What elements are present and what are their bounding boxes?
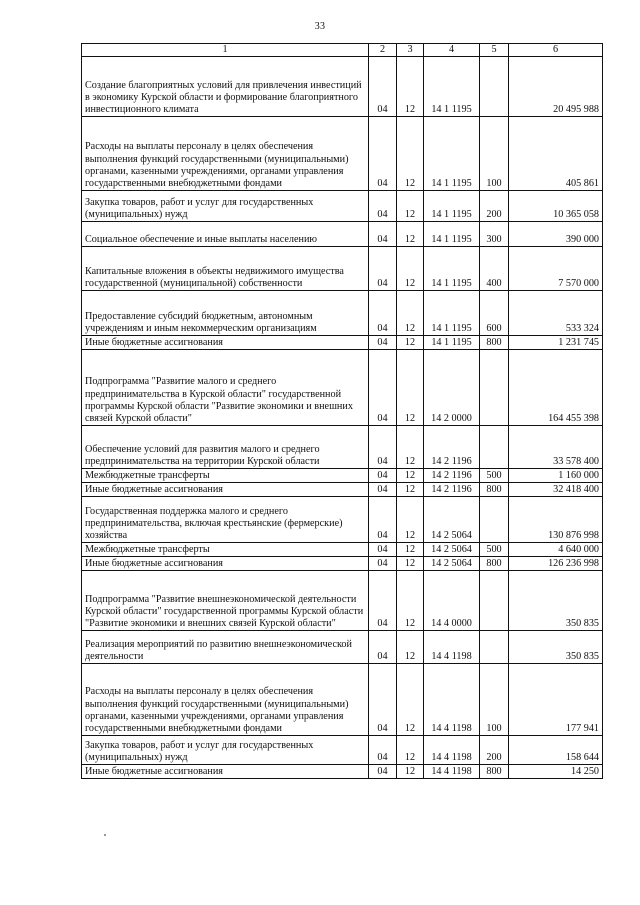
row-expense-type-code: 200 — [480, 191, 509, 222]
column-header-6: 6 — [509, 44, 603, 57]
row-description: Иные бюджетные ассигнования — [82, 336, 369, 350]
row-target-article-code: 14 1 1195 — [424, 247, 480, 291]
row-subsection-code: 12 — [397, 291, 424, 336]
row-section-code: 04 — [369, 557, 397, 571]
row-subsection-code: 12 — [397, 191, 424, 222]
row-amount: 33 578 400 — [509, 426, 603, 469]
row-amount: 1 160 000 — [509, 469, 603, 483]
row-section-code: 04 — [369, 765, 397, 779]
row-subsection-code: 12 — [397, 664, 424, 736]
row-target-article-code: 14 1 1195 — [424, 191, 480, 222]
row-target-article-code: 14 4 1198 — [424, 765, 480, 779]
row-amount: 164 455 398 — [509, 350, 603, 426]
row-expense-type-code: 500 — [480, 543, 509, 557]
row-subsection-code: 12 — [397, 736, 424, 765]
row-description: Межбюджетные трансферты — [82, 469, 369, 483]
table-row — [82, 222, 603, 247]
row-target-article-code: 14 4 1198 — [424, 631, 480, 664]
row-subsection-code: 12 — [397, 222, 424, 247]
row-amount: 32 418 400 — [509, 483, 603, 497]
column-header-1: 1 — [82, 44, 369, 57]
row-amount: 405 861 — [509, 117, 603, 191]
row-section-code: 04 — [369, 336, 397, 350]
row-section-code: 04 — [369, 664, 397, 736]
row-target-article-code: 14 4 1198 — [424, 736, 480, 765]
table-row — [82, 57, 603, 117]
row-amount: 7 570 000 — [509, 247, 603, 291]
row-target-article-code: 14 1 1195 — [424, 291, 480, 336]
row-section-code: 04 — [369, 571, 397, 631]
row-section-code: 04 — [369, 57, 397, 117]
table-row — [82, 543, 603, 557]
row-amount: 158 644 — [509, 736, 603, 765]
row-amount: 14 250 — [509, 765, 603, 779]
row-section-code: 04 — [369, 631, 397, 664]
row-amount: 20 495 988 — [509, 57, 603, 117]
row-subsection-code: 12 — [397, 497, 424, 543]
row-description: Расходы на выплаты персоналу в целях обеспечения выполнения функций государственными (муниципальными) органами, казенными учреждениями, органами управления государственными внебюджетными фондами — [82, 117, 369, 191]
row-subsection-code: 12 — [397, 57, 424, 117]
row-target-article-code: 14 2 1196 — [424, 426, 480, 469]
table-row — [82, 291, 603, 336]
table-row — [82, 664, 603, 736]
row-amount: 350 835 — [509, 631, 603, 664]
row-expense-type-code: 200 — [480, 736, 509, 765]
row-subsection-code: 12 — [397, 426, 424, 469]
column-header-4: 4 — [424, 44, 480, 57]
row-amount: 350 835 — [509, 571, 603, 631]
row-description: Расходы на выплаты персоналу в целях обеспечения выполнения функций государственными (муниципальными) органами, казенными учреждениями, органами управления государственными внебюджетными фондами — [82, 664, 369, 736]
row-target-article-code: 14 1 1195 — [424, 117, 480, 191]
table-row — [82, 247, 603, 291]
row-subsection-code: 12 — [397, 483, 424, 497]
row-amount: 533 324 — [509, 291, 603, 336]
table-row — [82, 497, 603, 543]
row-target-article-code: 14 1 1195 — [424, 57, 480, 117]
row-section-code: 04 — [369, 291, 397, 336]
column-header-5: 5 — [480, 44, 509, 57]
row-target-article-code: 14 1 1195 — [424, 336, 480, 350]
row-amount: 126 236 998 — [509, 557, 603, 571]
row-subsection-code: 12 — [397, 557, 424, 571]
row-expense-type-code: 800 — [480, 483, 509, 497]
row-description: Закупка товаров, работ и услуг для государственных (муниципальных) нужд — [82, 191, 369, 222]
row-amount: 1 231 745 — [509, 336, 603, 350]
row-expense-type-code: 800 — [480, 557, 509, 571]
row-description: Подпрограмма "Развитие внешнеэкономической деятельности Курской области" государственной программы Курской области "Развитие экономики и внешних связей Курской области" — [82, 571, 369, 631]
table-row — [82, 350, 603, 426]
row-subsection-code: 12 — [397, 543, 424, 557]
row-subsection-code: 12 — [397, 571, 424, 631]
row-expense-type-code: 800 — [480, 765, 509, 779]
row-description: Реализация мероприятий по развитию внешнеэкономической деятельности — [82, 631, 369, 664]
row-amount: 390 000 — [509, 222, 603, 247]
row-expense-type-code — [480, 497, 509, 543]
row-description: Иные бюджетные ассигнования — [82, 765, 369, 779]
row-expense-type-code: 800 — [480, 336, 509, 350]
budget-table-body — [82, 44, 603, 779]
row-section-code: 04 — [369, 247, 397, 291]
row-target-article-code: 14 2 1196 — [424, 469, 480, 483]
table-row — [82, 483, 603, 497]
column-header-2: 2 — [369, 44, 397, 57]
row-description: Обеспечение условий для развития малого и среднего предпринимательства на территории Курской области — [82, 426, 369, 469]
row-expense-type-code — [480, 57, 509, 117]
table-row — [82, 336, 603, 350]
row-expense-type-code: 300 — [480, 222, 509, 247]
row-amount: 4 640 000 — [509, 543, 603, 557]
row-section-code: 04 — [369, 350, 397, 426]
row-target-article-code: 14 1 1195 — [424, 222, 480, 247]
table-row — [82, 191, 603, 222]
row-expense-type-code: 600 — [480, 291, 509, 336]
row-description: Закупка товаров, работ и услуг для государственных (муниципальных) нужд — [82, 736, 369, 765]
row-description: Государственная поддержка малого и среднего предпринимательства, включая крестьянские (фермерские) хозяйства — [82, 497, 369, 543]
table-row — [82, 765, 603, 779]
row-description: Создание благоприятных условий для привлечения инвестиций в экономику Курской области и формирование благоприятного инвестиционного климата — [82, 57, 369, 117]
row-amount: 10 365 058 — [509, 191, 603, 222]
table-row — [82, 736, 603, 765]
scan-speck — [104, 834, 106, 836]
row-section-code: 04 — [369, 543, 397, 557]
row-target-article-code: 14 2 5064 — [424, 543, 480, 557]
row-description: Подпрограмма "Развитие малого и среднего предпринимательства в Курской области" государственной программы Курской области "Развитие экономики и внешних связей Курской области" — [82, 350, 369, 426]
row-subsection-code: 12 — [397, 117, 424, 191]
table-row — [82, 557, 603, 571]
table-row — [82, 469, 603, 483]
row-expense-type-code — [480, 350, 509, 426]
row-section-code: 04 — [369, 469, 397, 483]
row-expense-type-code: 400 — [480, 247, 509, 291]
row-target-article-code: 14 2 5064 — [424, 497, 480, 543]
row-section-code: 04 — [369, 222, 397, 247]
row-expense-type-code: 100 — [480, 664, 509, 736]
row-target-article-code: 14 4 0000 — [424, 571, 480, 631]
row-section-code: 04 — [369, 117, 397, 191]
row-expense-type-code: 500 — [480, 469, 509, 483]
table-row — [82, 571, 603, 631]
row-description: Социальное обеспечение и иные выплаты населению — [82, 222, 369, 247]
row-section-code: 04 — [369, 191, 397, 222]
row-amount: 177 941 — [509, 664, 603, 736]
row-subsection-code: 12 — [397, 469, 424, 483]
row-description: Капитальные вложения в объекты недвижимого имущества государственной (муниципальной) собственности — [82, 247, 369, 291]
row-section-code: 04 — [369, 483, 397, 497]
row-description: Иные бюджетные ассигнования — [82, 557, 369, 571]
row-subsection-code: 12 — [397, 765, 424, 779]
row-section-code: 04 — [369, 426, 397, 469]
row-description: Иные бюджетные ассигнования — [82, 483, 369, 497]
row-expense-type-code — [480, 426, 509, 469]
row-section-code: 04 — [369, 736, 397, 765]
row-target-article-code: 14 2 1196 — [424, 483, 480, 497]
table-row — [82, 426, 603, 469]
table-row — [82, 117, 603, 191]
row-description: Межбюджетные трансферты — [82, 543, 369, 557]
column-number-header-row — [82, 44, 603, 57]
row-subsection-code: 12 — [397, 247, 424, 291]
column-header-3: 3 — [397, 44, 424, 57]
row-target-article-code: 14 2 0000 — [424, 350, 480, 426]
row-subsection-code: 12 — [397, 631, 424, 664]
row-subsection-code: 12 — [397, 336, 424, 350]
table-row — [82, 631, 603, 664]
row-target-article-code: 14 2 5064 — [424, 557, 480, 571]
budget-table — [81, 43, 603, 779]
row-expense-type-code — [480, 571, 509, 631]
row-subsection-code: 12 — [397, 350, 424, 426]
row-target-article-code: 14 4 1198 — [424, 664, 480, 736]
row-amount: 130 876 998 — [509, 497, 603, 543]
row-expense-type-code — [480, 631, 509, 664]
row-description: Предоставление субсидий бюджетным, автономным учреждениям и иным некоммерческим организациям — [82, 291, 369, 336]
row-section-code: 04 — [369, 497, 397, 543]
row-expense-type-code: 100 — [480, 117, 509, 191]
page-number: 33 — [314, 21, 326, 32]
